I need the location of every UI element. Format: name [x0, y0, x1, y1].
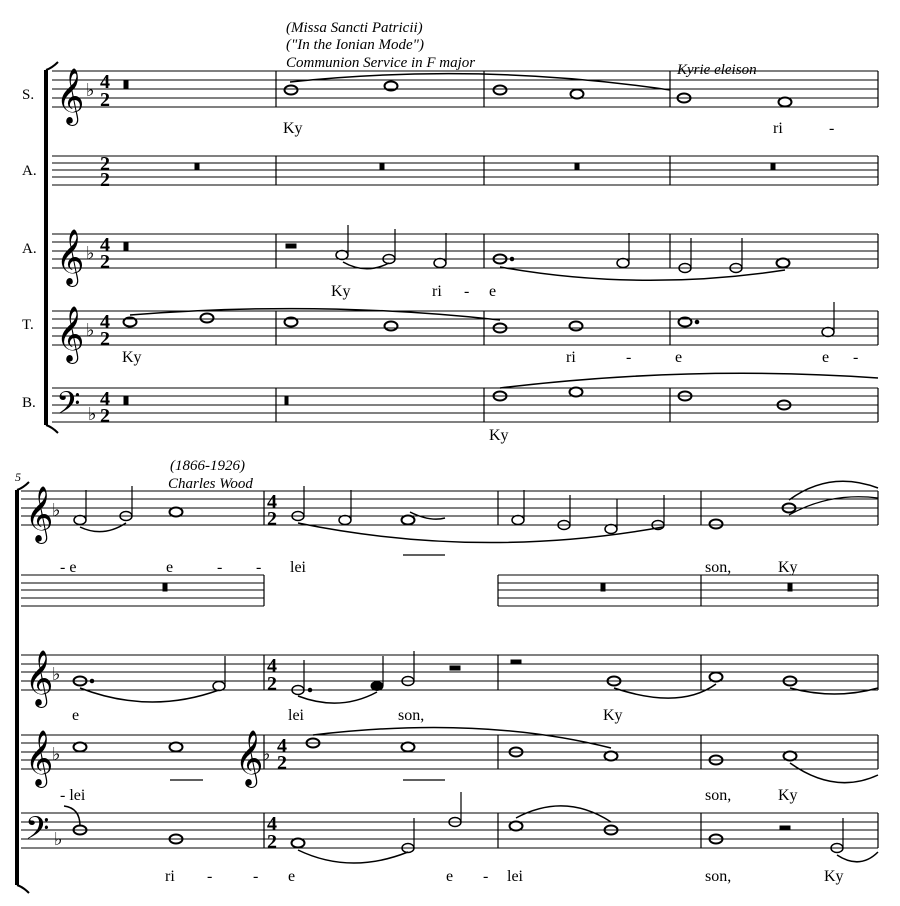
lyric: Ky: [122, 349, 142, 366]
flat-icon: ♭: [86, 320, 95, 341]
system-2: [17, 482, 878, 893]
flat-icon: ♭: [52, 744, 61, 765]
time-sig-bottom: 2: [100, 89, 110, 111]
lyric: -: [626, 349, 632, 366]
treble-clef-icon: 𝄞: [56, 68, 85, 124]
lyric: lei: [290, 559, 306, 576]
time-sig-bottom: 2: [100, 251, 110, 273]
lyric: lei: [507, 868, 523, 885]
movement-title: Kyrie eleison: [677, 62, 757, 78]
time-sig-bottom: 2: [100, 328, 110, 350]
time-sig-top: 4: [267, 491, 277, 513]
part-label-soprano: S.: [22, 87, 35, 103]
lyric: e: [166, 559, 174, 576]
system-2-lyrics: [60, 559, 844, 885]
lyric: -: [829, 120, 835, 137]
composer-name: Charles Wood: [168, 476, 253, 492]
treble-clef-icon: 𝄞: [25, 650, 54, 706]
treble-8-clef-icon: 𝄞: [235, 730, 264, 786]
lyric: Ky: [331, 283, 351, 300]
treble-8-clef-icon: 𝄞: [25, 730, 54, 786]
lyric: ri: [566, 349, 576, 366]
measure-number: 5: [15, 470, 21, 484]
lyric: son,: [705, 868, 732, 885]
treble-8-clef-icon: 𝄞: [56, 306, 85, 362]
lyric: Ky: [824, 868, 844, 885]
lyric: Ky: [778, 787, 798, 804]
time-sig-bottom: 2: [267, 508, 277, 530]
lyric: ri: [432, 283, 442, 300]
lyric: Ky: [603, 707, 623, 724]
bass-clef-icon: 𝄢: [56, 385, 81, 429]
title-line-2: ("In the Ionian Mode"): [286, 37, 424, 53]
lyric: e: [446, 868, 454, 885]
time-sig-bottom: 2: [267, 673, 277, 695]
lyric: Ky: [778, 559, 798, 576]
time-sig-top: 4: [100, 311, 110, 333]
treble-clef-icon: 𝄞: [25, 486, 54, 542]
lyric: son,: [398, 707, 425, 724]
time-sig-bottom: 2: [100, 405, 110, 427]
time-sig-top: 4: [267, 655, 277, 677]
time-sig-top: 4: [100, 71, 110, 93]
lyric: e: [489, 283, 497, 300]
system-1-signatures: [56, 68, 110, 429]
lyric: Ky: [489, 427, 509, 444]
flat-icon: ♭: [88, 404, 97, 425]
flat-icon: ♭: [86, 243, 95, 264]
lyric: son,: [705, 787, 732, 804]
lyric: e: [675, 349, 683, 366]
lyric: -: [256, 559, 262, 576]
composer-dates: (1866-1926): [170, 458, 245, 474]
lyric: e: [822, 349, 830, 366]
time-sig-top: 4: [100, 388, 110, 410]
lyric: lei: [288, 707, 304, 724]
lyric: e: [72, 707, 80, 724]
lyric: - lei: [60, 787, 86, 804]
lyric: -: [464, 283, 470, 300]
time-sig-bottom: 2: [277, 752, 287, 774]
lyric: ri: [165, 868, 175, 885]
title-line-3: Communion Service in F major: [286, 55, 476, 71]
lyric: -: [483, 868, 489, 885]
flat-icon: ♭: [54, 829, 63, 850]
lyric: son,: [705, 559, 732, 576]
time-sig-top: 4: [100, 234, 110, 256]
lyric: e: [288, 868, 296, 885]
time-sig-top: 4: [267, 813, 277, 835]
title-line-1: (Missa Sancti Patricii): [286, 20, 423, 36]
system-1: [46, 62, 878, 433]
flat-icon: ♭: [86, 80, 95, 101]
lyric: - e: [60, 559, 77, 576]
part-label-alto-1: A.: [22, 163, 37, 179]
lyric: -: [253, 868, 259, 885]
lyric: -: [853, 349, 859, 366]
flat-icon: ♭: [52, 500, 61, 521]
flat-icon: ♭: [262, 744, 271, 765]
lyric: Ky: [283, 120, 303, 137]
time-sig-bottom: 2: [267, 831, 277, 853]
lyric: ri: [773, 120, 783, 137]
treble-clef-icon: 𝄞: [56, 229, 85, 285]
flat-icon: ♭: [52, 664, 61, 685]
system-1-lyrics: [122, 120, 858, 444]
part-label-alto-2: A.: [22, 241, 37, 257]
part-label-bass: B.: [22, 395, 36, 411]
part-label-tenor: T.: [22, 317, 34, 333]
alto1-time-sig-top: 2: [100, 153, 110, 175]
alto1-time-sig-bottom: 2: [100, 169, 110, 191]
bass-clef-icon: 𝄢: [25, 810, 50, 854]
lyric: -: [217, 559, 223, 576]
time-sig-top: 4: [277, 735, 287, 757]
lyric: -: [207, 868, 213, 885]
